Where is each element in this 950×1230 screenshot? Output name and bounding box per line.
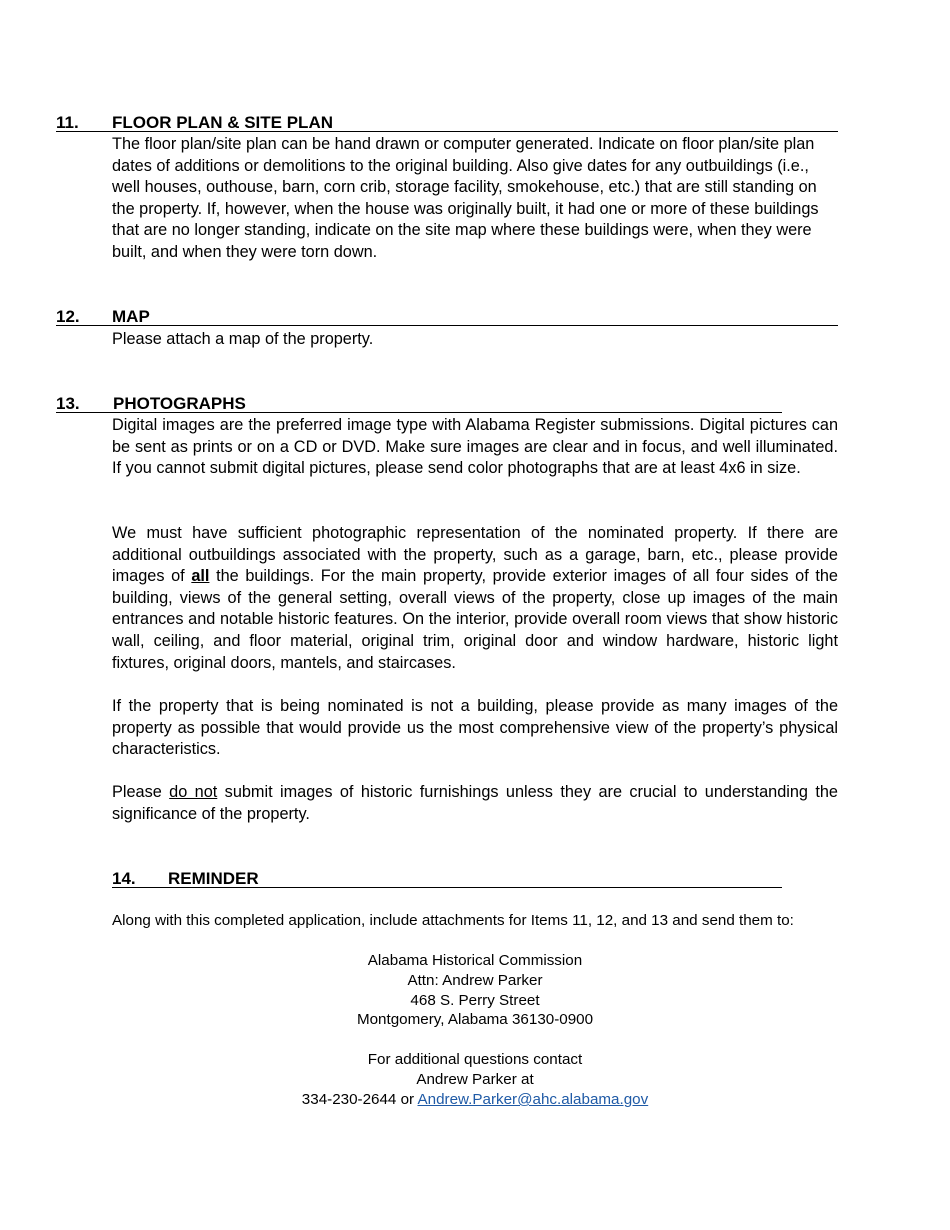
- section-14-intro: Along with this completed application, include attachments for Items 11, 12, and 13 and send them to:: [112, 912, 794, 929]
- section-13-paragraph-4: [112, 782, 838, 825]
- address-line-3: 468 S. Perry Street: [410, 992, 540, 1009]
- section-14-number: 14.: [112, 869, 136, 888]
- section-12-number: 12.: [56, 307, 80, 326]
- section-14-title: REMINDER: [168, 869, 259, 888]
- section-13-paragraph-2: [112, 523, 838, 674]
- section-13-paragraph-1: Digital images are the preferred image type with Alabama Register submissions. Digital pictures can be sent as prints or on a CD or DVD. Make sure images are clear and in focus, and well illuminated. If you cannot submit digital pictures, please send color photographs that are at least 4x6 in size.: [112, 416, 838, 478]
- para2-text-end: the buildings. For the main property, provide exterior images of all four sides of the building, views of the general setting, overall views of the property, close up images of the main entrances and notable historic features. On the interior, provide overall room views that show historic wall, ceiling, and floor material, original trim, original door and window hardware, historic light fixtures, original doors, mantels, and staircases.: [112, 567, 838, 672]
- para4-emphasis-do-not: do not: [169, 783, 218, 801]
- section-11-rule: [56, 131, 838, 132]
- section-13-number: 13.: [56, 394, 80, 413]
- contact-line-2: Andrew Parker at: [416, 1071, 534, 1088]
- para4-text-end: submit images of historic furnishings unless they are crucial to understanding the significance of the property.: [112, 783, 838, 823]
- contact-line-1: For additional questions contact: [367, 1051, 583, 1068]
- section-13-paragraph-3: If the property that is being nominated is not a building, please provide as many images of the property as possible that would provide us the most comprehensive view of the property’s physical characteristics.: [112, 697, 838, 759]
- para2-text-start: We must have sufficient photographic representation of the nominated property. If there are additional outbuildings associated with the property, such as a garage, barn, etc., please provide images of: [112, 524, 838, 586]
- para2-emphasis-all: all: [191, 567, 210, 586]
- section-11-body: The floor plan/site plan can be hand drawn or computer generated. Indicate on floor plan/site plan dates of additions or demolitions to the original building. Also give dates for any outbuildings (i.e., well houses, outhouse, barn, corn crib, storage facility, smokehouse, etc.) that are still standing on the property. If, however, when the house was originally built, it had one or more of these buildings that are no longer standing, indicate on the site map where these buildings were, when they were built, and when they were torn down.: [112, 135, 819, 261]
- contact-phone: 334-230-2644: [301, 1091, 397, 1108]
- section-12-title: MAP: [112, 307, 150, 326]
- section-11-number: 11.: [56, 113, 79, 132]
- para4-text-start: Please: [112, 783, 170, 801]
- contact-or: or: [396, 1091, 418, 1108]
- section-13-rule: [56, 412, 782, 413]
- section-12-body: Please attach a map of the property.: [112, 330, 374, 348]
- section-13-title: PHOTOGRAPHS: [113, 394, 246, 413]
- address-line-2: Attn: Andrew Parker: [407, 972, 543, 989]
- contact-email-link[interactable]: Andrew.Parker@ahc.alabama.gov: [417, 1091, 649, 1108]
- section-11-title: FLOOR PLAN & SITE PLAN: [112, 113, 333, 132]
- address-line-4: Montgomery, Alabama 36130-0900: [356, 1011, 594, 1028]
- contact-line-3: [0, 1090, 950, 1110]
- section-12-rule: [56, 325, 838, 326]
- section-14-rule: [112, 887, 782, 888]
- address-line-1: Alabama Historical Commission: [367, 952, 583, 969]
